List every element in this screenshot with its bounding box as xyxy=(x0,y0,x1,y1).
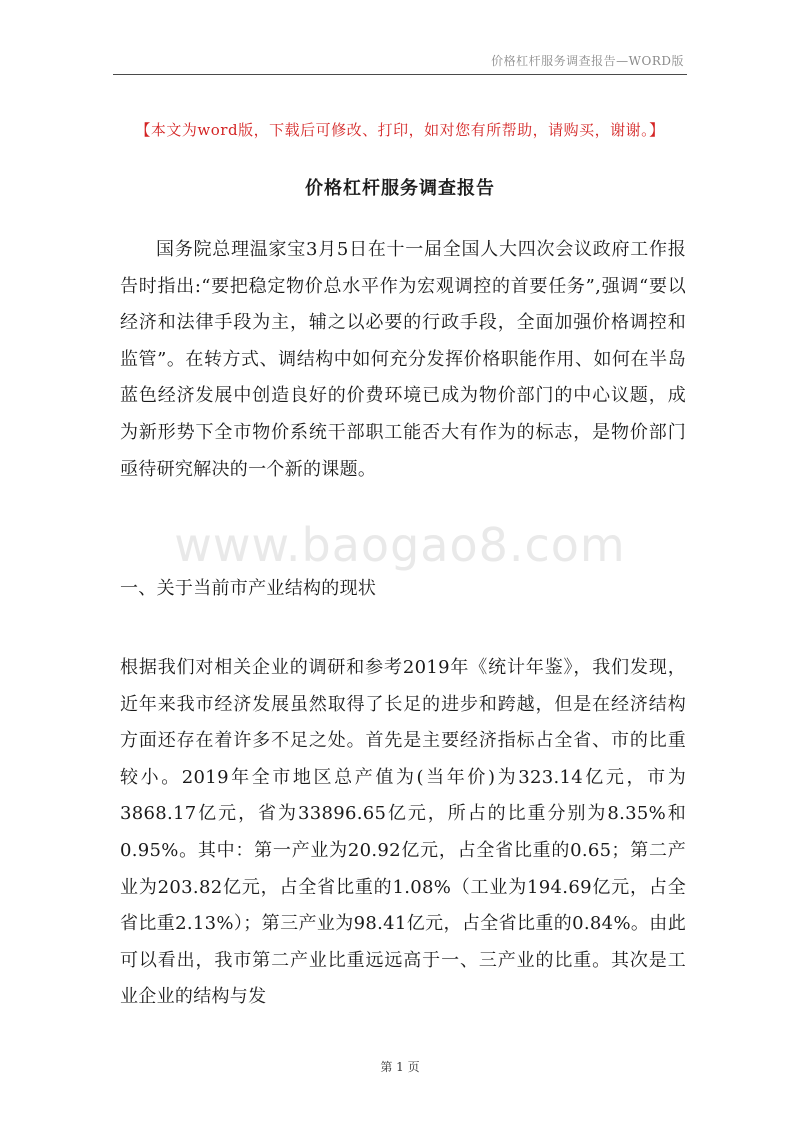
download-notice: 【本文为word版，下载后可修改、打印，如对您有所帮助，请购买，谢谢。】 xyxy=(135,121,665,139)
running-header: 价格杠杆服务调查报告—WORD版 xyxy=(491,54,684,68)
document-title: 价格杠杆服务调查报告 xyxy=(305,178,495,199)
header-divider xyxy=(113,74,687,75)
section-heading: 一、关于当前市产业结构的现状 xyxy=(120,578,377,599)
watermark: www.baogao8.com xyxy=(174,518,626,572)
page-number: 第 1 页 xyxy=(380,1060,420,1074)
intro-paragraph: 国务院总理温家宝3月5日在十一届全国人大四次会议政府工作报告时指出:“要把稳定物价总水平作为宏观调控的首要任务”,强调“要以经济和法律手段为主，辅之以必要的行政手段，全面加强价格调控和监管”。在转方式、调结构中如何充分发挥价格职能作用、如何在半岛蓝色经济发展中创造良好的价费环境已成为物价部门的中心议题，成为新形势下全市物价系统干部职工能否大有作为的标志，是物价部门亟待研究解决的一个新的课题。 xyxy=(120,239,686,480)
section-body-paragraph: 根据我们对相关企业的调研和参考2019年《统计年鉴》，我们发现，近年来我市经济发展虽然取得了长足的进步和跨越，但是在经济结构方面还存在着许多不足之处。首先是主要经济指标占全省、市的比重较小。2019年全市地区总产值为(当年价)为323.14亿元，市为3868.17亿元，省为33896.65亿元，所占的比重分别为8.35%和0.95%。其中：第一产业为20.92亿元，占全省比重的0.65；第二产业为203.82亿元，占全省比重的1.08%（工业为194.69亿元，占全省比重2.13%）；第三产业为98.41亿元，占全省比重的0.84%。由此可以看出，我市第二产业比重远远高于一、三产业的比重。其次是工业企业的结构与发 xyxy=(120,657,686,1008)
